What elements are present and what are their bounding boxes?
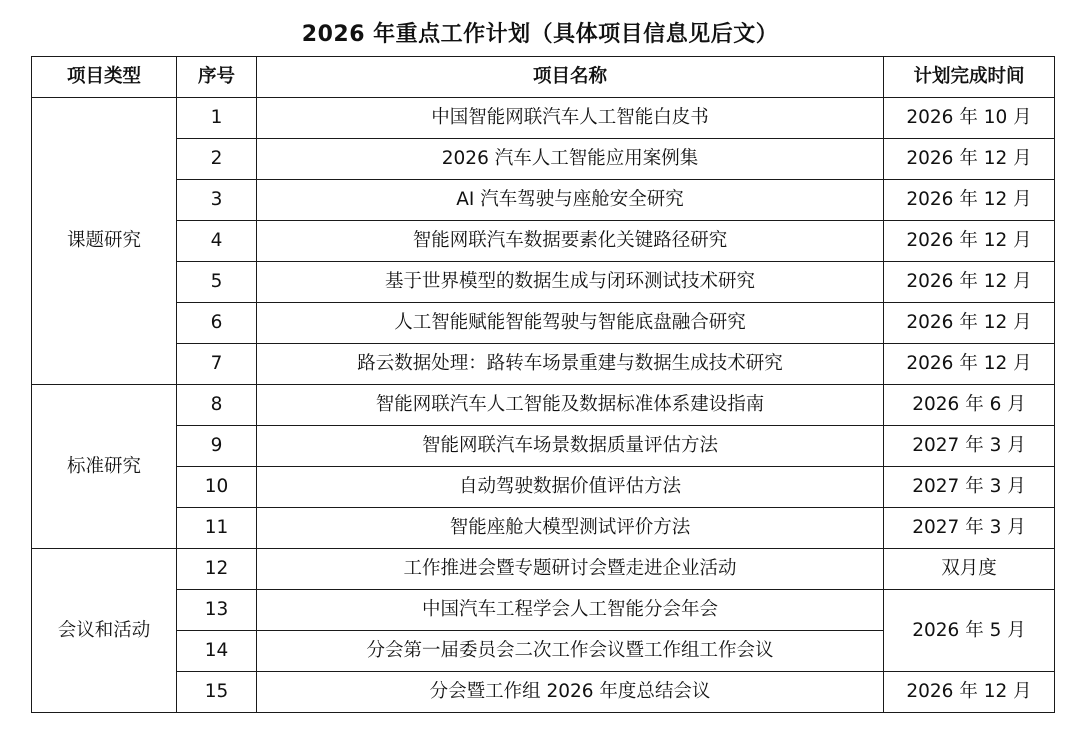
row-number: 7 xyxy=(177,344,257,385)
row-number: 1 xyxy=(177,98,257,139)
group-cell-standard: 标准研究 xyxy=(32,385,177,549)
row-completion-date: 2026 年 5 月 xyxy=(884,590,1055,672)
table-row xyxy=(32,98,1055,139)
table-row xyxy=(32,344,1055,385)
work-plan-table xyxy=(31,56,1055,713)
row-completion-date: 2026 年 6 月 xyxy=(884,385,1055,426)
header-project-name: 项目名称 xyxy=(257,57,884,98)
row-number: 15 xyxy=(177,672,257,713)
row-project-name: 人工智能赋能智能驾驶与智能底盘融合研究 xyxy=(257,303,884,344)
row-number: 11 xyxy=(177,508,257,549)
row-project-name: 2026 汽车人工智能应用案例集 xyxy=(257,139,884,180)
table-row xyxy=(32,467,1055,508)
table-row xyxy=(32,508,1055,549)
group-cell-events: 会议和活动 xyxy=(32,549,177,713)
row-project-name: 工作推进会暨专题研讨会暨走进企业活动 xyxy=(257,549,884,590)
row-number: 14 xyxy=(177,631,257,672)
table-row xyxy=(32,426,1055,467)
row-project-name: 基于世界模型的数据生成与闭环测试技术研究 xyxy=(257,262,884,303)
header-serial-number: 序号 xyxy=(177,57,257,98)
row-completion-date: 2026 年 12 月 xyxy=(884,180,1055,221)
group-cell-research: 课题研究 xyxy=(32,98,177,385)
table-row xyxy=(32,303,1055,344)
row-number: 13 xyxy=(177,590,257,631)
row-completion-date: 2026 年 12 月 xyxy=(884,139,1055,180)
row-project-name: 路云数据处理：路转车场景重建与数据生成技术研究 xyxy=(257,344,884,385)
row-project-name: 智能网联汽车场景数据质量评估方法 xyxy=(257,426,884,467)
table-header-row xyxy=(32,57,1055,98)
row-project-name: 自动驾驶数据价值评估方法 xyxy=(257,467,884,508)
row-project-name: 分会暨工作组 2026 年度总结会议 xyxy=(257,672,884,713)
row-number: 9 xyxy=(177,426,257,467)
row-completion-date: 2026 年 12 月 xyxy=(884,303,1055,344)
row-completion-date: 2026 年 10 月 xyxy=(884,98,1055,139)
page-title: 2026 年重点工作计划（具体项目信息见后文） xyxy=(301,22,779,47)
table-row xyxy=(32,221,1055,262)
row-number: 6 xyxy=(177,303,257,344)
row-number: 3 xyxy=(177,180,257,221)
row-number: 4 xyxy=(177,221,257,262)
row-number: 2 xyxy=(177,139,257,180)
table-row xyxy=(32,262,1055,303)
row-number: 8 xyxy=(177,385,257,426)
row-completion-date: 2027 年 3 月 xyxy=(884,467,1055,508)
row-project-name: 智能座舱大模型测试评价方法 xyxy=(257,508,884,549)
row-completion-date: 2026 年 12 月 xyxy=(884,262,1055,303)
row-project-name: 智能网联汽车数据要素化关键路径研究 xyxy=(257,221,884,262)
table-row xyxy=(32,180,1055,221)
row-number: 10 xyxy=(177,467,257,508)
row-completion-date: 2027 年 3 月 xyxy=(884,508,1055,549)
table-row xyxy=(32,549,1055,590)
row-number: 12 xyxy=(177,549,257,590)
row-project-name: 中国汽车工程学会人工智能分会年会 xyxy=(257,590,884,631)
table-row xyxy=(32,139,1055,180)
row-number: 5 xyxy=(177,262,257,303)
table-row xyxy=(32,590,1055,631)
header-project-type: 项目类型 xyxy=(32,57,177,98)
table-row xyxy=(32,385,1055,426)
row-completion-date: 2026 年 12 月 xyxy=(884,344,1055,385)
row-project-name: 分会第一届委员会二次工作会议暨工作组工作会议 xyxy=(257,631,884,672)
table-row xyxy=(32,672,1055,713)
row-project-name: 智能网联汽车人工智能及数据标准体系建设指南 xyxy=(257,385,884,426)
row-project-name: 中国智能网联汽车人工智能白皮书 xyxy=(257,98,884,139)
row-completion-date: 2026 年 12 月 xyxy=(884,221,1055,262)
row-completion-date: 2026 年 12 月 xyxy=(884,672,1055,713)
row-project-name: AI 汽车驾驶与座舱安全研究 xyxy=(257,180,884,221)
row-completion-date: 双月度 xyxy=(884,549,1055,590)
row-completion-date: 2027 年 3 月 xyxy=(884,426,1055,467)
header-planned-completion: 计划完成时间 xyxy=(884,57,1055,98)
